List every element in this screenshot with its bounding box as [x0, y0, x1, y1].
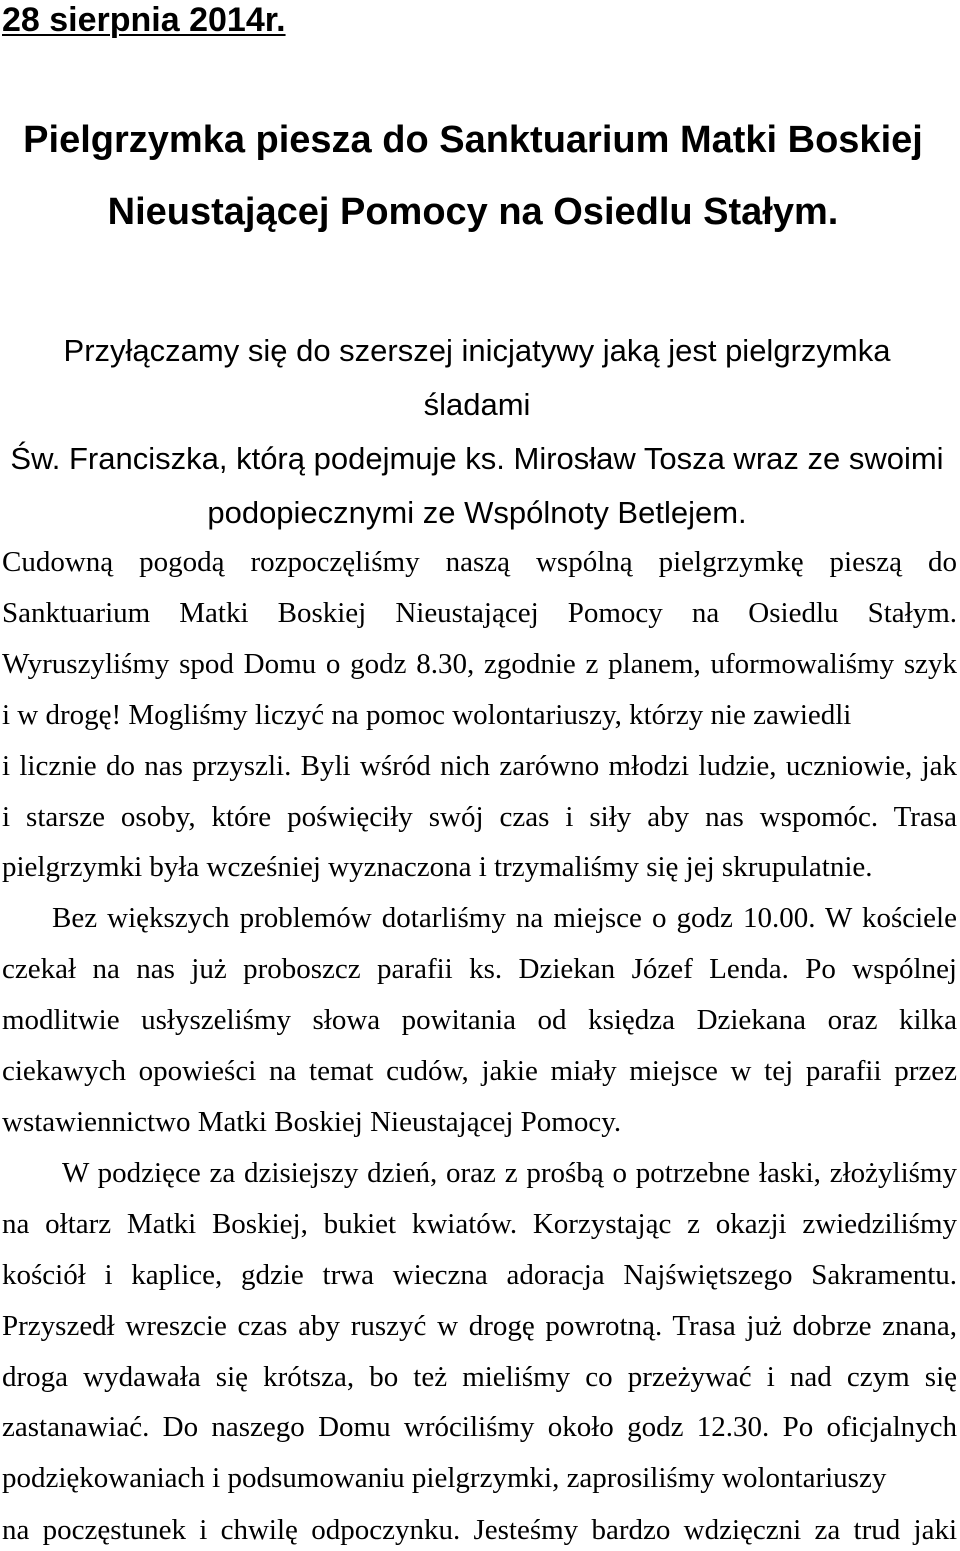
- text-line: W podzięce za dzisiejszy dzień, oraz z prośbą o potrzebne łaski, złożyliśmy: [62, 1156, 957, 1189]
- text-line: Bez większych problemów dotarliśmy na miejsce o godz 10.00. W kościele: [52, 902, 957, 935]
- text-line: ciekawych opowieści na temat cudów, jakie miały miejsce w tej parafii przez: [2, 1055, 957, 1088]
- intro-line: śladami: [423, 387, 531, 422]
- text-line: podziękowaniach i podsumowaniu pielgrzymki, zaprosiliśmy wolontariuszy: [2, 1462, 887, 1495]
- text-line: na ołtarz Matki Boskiej, bukiet kwiatów. Korzystając z okazji zwiedziliśmy: [2, 1207, 957, 1240]
- text-line: Cudowną pogodą rozpoczęliśmy naszą wspólną pielgrzymkę pieszą do: [2, 546, 957, 578]
- text-line: modlitwie usłyszeliśmy słowa powitania od księdza Dziekana oraz kilka: [2, 1004, 957, 1037]
- intro-block: [0, 324, 954, 540]
- paragraph: [2, 893, 957, 1148]
- text-line: i licznie do nas przyszli. Byli wśród nich zarówno młodzi ludzie, uczniowie, jak: [2, 749, 957, 782]
- text-line: i w drogę! Mogliśmy liczyć na pomoc wolontariuszy, którzy nie zawiedli: [2, 698, 852, 731]
- paragraph: [2, 1148, 957, 1550]
- text-line: czekał na nas już proboszcz parafii ks. Dziekan Józef Lenda. Po wspólnej: [2, 953, 957, 986]
- text-line: zastanawiać. Do naszego Domu wróciliśmy około godz 12.30. Po oficjalnych: [2, 1411, 957, 1444]
- paragraph: [2, 537, 957, 893]
- document-title: [0, 104, 946, 248]
- document-date: 28 sierpnia 2014r.: [2, 1, 286, 39]
- text-line: na poczęstunek i chwilę odpoczynku. Jesteśmy bardzo wdzięczni za trud jaki: [2, 1513, 957, 1546]
- text-line: droga wydawała się krótsza, bo też mieliśmy co przeżywać i nad czym się: [2, 1360, 957, 1393]
- text-line: i starsze osoby, które poświęciły swój czas i siły aby nas wspomóc. Trasa: [2, 800, 957, 833]
- intro-line: Św. Franciszka, którą podejmuje ks. Mirosław Tosza wraz ze swoimi: [10, 441, 944, 476]
- text-line: Wyruszyliśmy spod Domu o godz 8.30, zgodnie z planem, uformowaliśmy szyk: [2, 647, 957, 680]
- body-text: [2, 537, 957, 1550]
- text-line: Przyszedł wreszcie czas aby ruszyć w drogę powrotną. Trasa już dobrze znana,: [2, 1309, 957, 1342]
- text-line: Sanktuarium Matki Boskiej Nieustającej Pomocy na Osiedlu Stałym.: [2, 596, 957, 629]
- title-line: Nieustającej Pomocy na Osiedlu Stałym.: [107, 191, 839, 233]
- title-line: Pielgrzymka piesza do Sanktuarium Matki Boskiej: [23, 119, 923, 161]
- text-line: wstawiennictwo Matki Boskiej Nieustającej Pomocy.: [2, 1105, 622, 1138]
- intro-line: Przyłączamy się do szerszej inicjatywy jaką jest pielgrzymka: [63, 333, 891, 368]
- text-line: kościół i kaplice, gdzie trwa wieczna adoracja Najświętszego Sakramentu.: [2, 1258, 957, 1291]
- intro-line: podopiecznymi ze Wspólnoty Betlejem.: [207, 495, 747, 530]
- text-line: pielgrzymki była wcześniej wyznaczona i trzymaliśmy się jej skrupulatnie.: [2, 851, 873, 884]
